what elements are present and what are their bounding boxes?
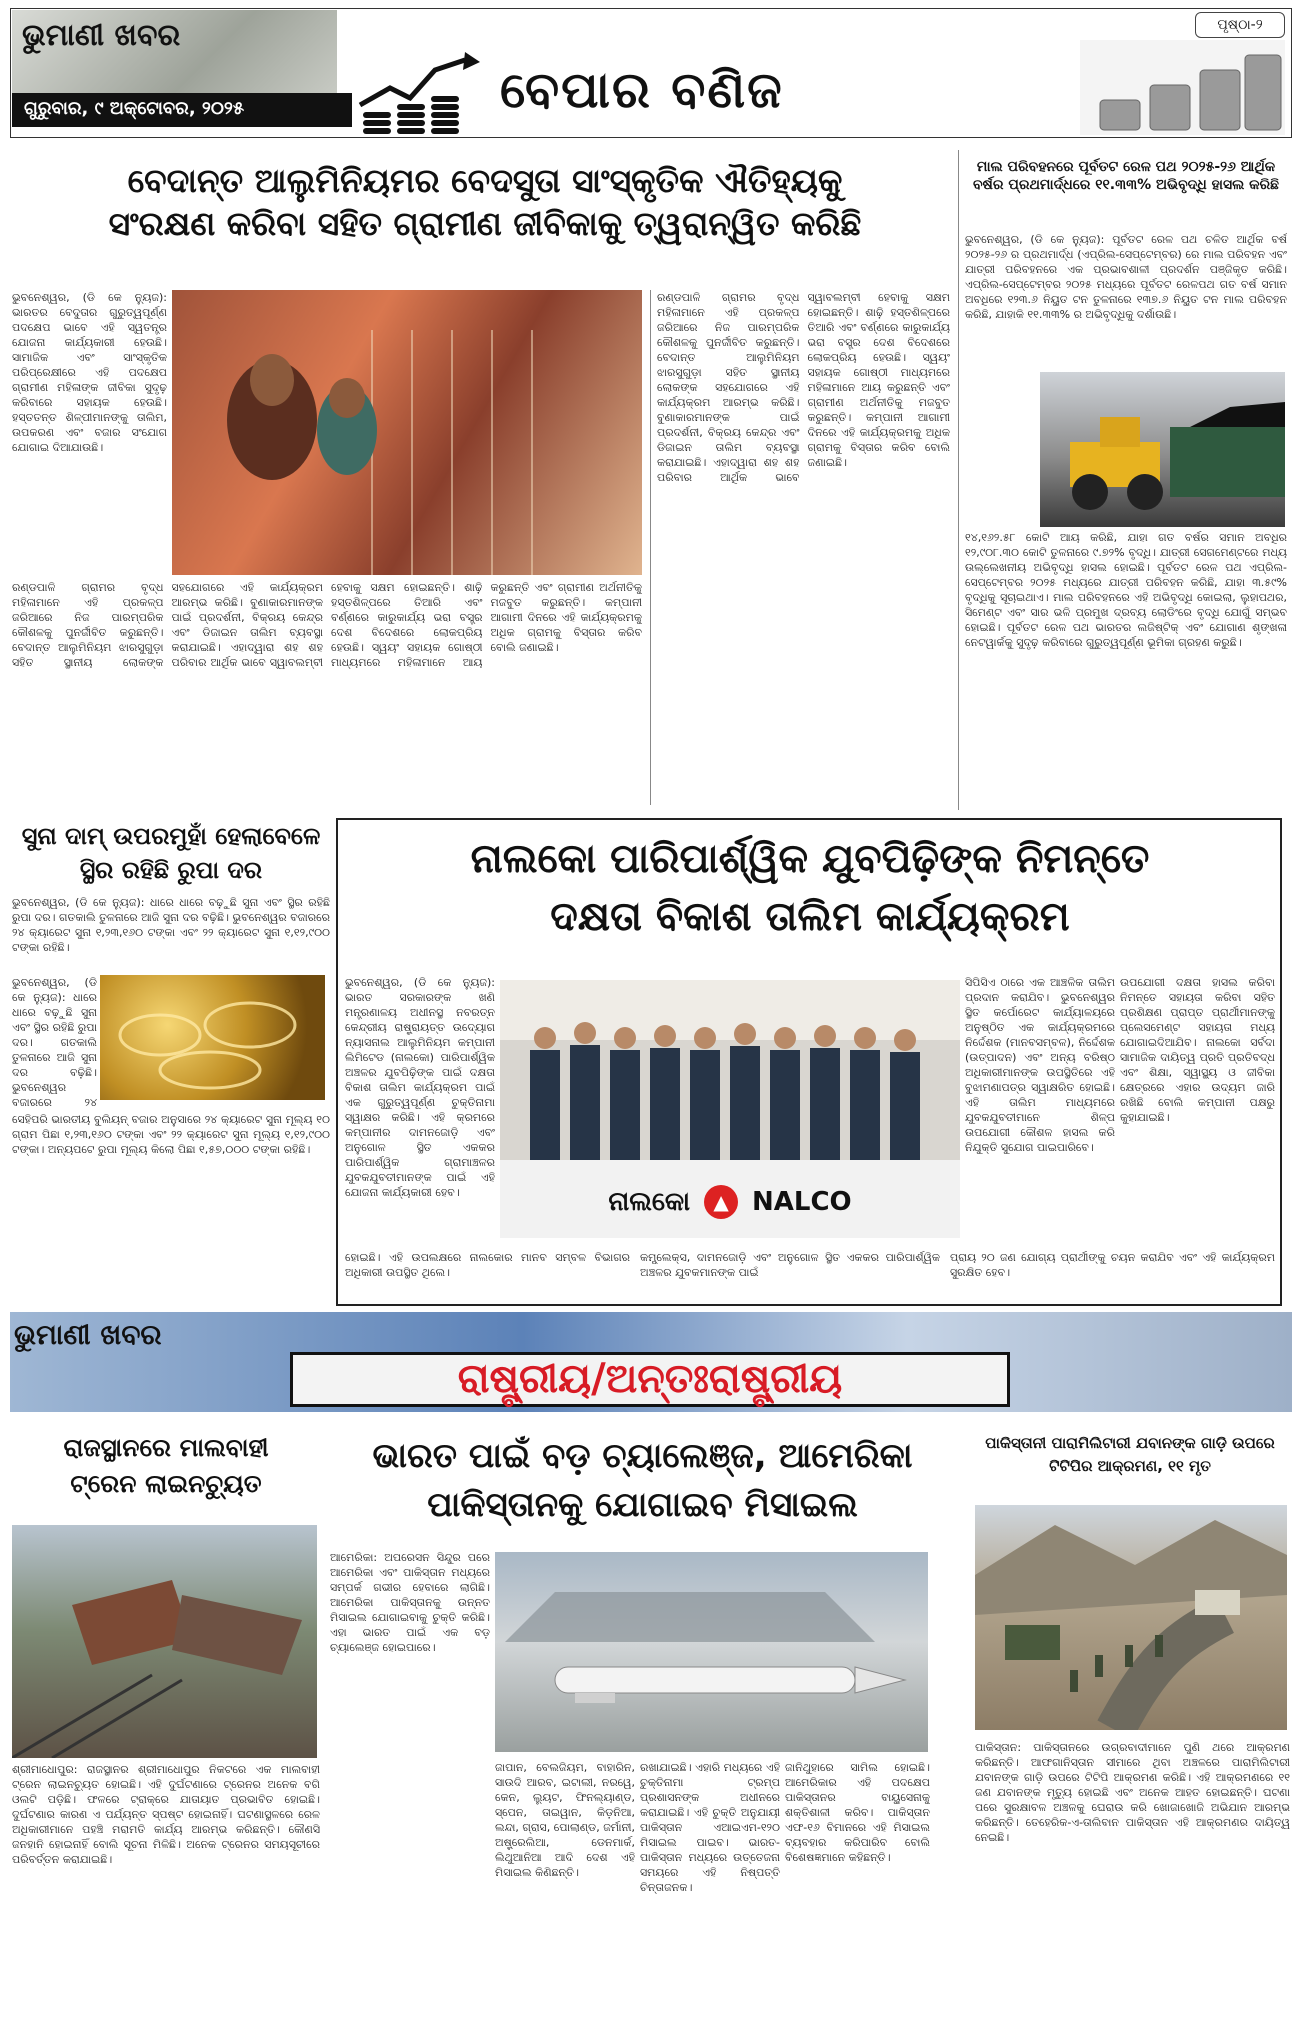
story3-body: ଭୁବନେଶ୍ୱର, (ଡି କେ ନ୍ୟୁଜ): ଧାରେ ଧାରେ ବଢ଼ୁଛି ସୁନା ଏବଂ ସ୍ଥିର ରହିଛି ରୁପା ଦର। ଗତକାଲି ତୁଳନାରେ ଆଜି ସୁନା ଦର ବଢ଼ିଛି। ଭୁବନେଶ୍ୱର ବଜାରରେ ୨୪ କ୍ୟାରେଟ ସୁନା ୧,୨୩,୧୬୦ ଟଙ୍କା ଏବଂ ୨୨ କ୍ୟାରେଟ ସୁନା ୧,୧୨,୯୦୦ ଟଙ୍କା ରହିଛି। bbox=[12, 896, 330, 954]
story5-headline-line1: ରାଜସ୍ଥାନରେ ମାଲବାହୀ bbox=[63, 1433, 269, 1462]
story4-caption1: ହୋଇଛି। ଏହି ଉପଲକ୍ଷରେ ନାଲକୋର ମାନବ ସମ୍ବଳ ବିଭାଗର ଅଧିକାରୀ ଉପସ୍ଥିତ ଥିଲେ। bbox=[345, 1251, 630, 1279]
story7-headline bbox=[970, 1432, 1290, 1479]
story5-derailment-photo bbox=[12, 1525, 317, 1758]
brand-logo bbox=[12, 10, 337, 93]
story4-headline bbox=[345, 830, 1275, 946]
nalco-logo-english: NALCO bbox=[752, 1187, 852, 1217]
page-number: ପୃଷ୍ଠା-୨ bbox=[1195, 12, 1285, 38]
story1-continued: ରଣ୍ଡପାଳି ଗ୍ରାମର ବୃଦ୍ଧ ମହିଳାମାନେ ଏହି ପ୍ରକଳ୍ପ ଜରିଆରେ ନିଜ ପାରମ୍ପରିକ କୌଶଳକୁ ପୁନର୍ଜୀବିତ କରୁଛନ୍ତି। ବେଦାନ୍ତ ଆଲୁମିନିୟମ ଝାରସୁଗୁଡ଼ା ସହିତ ସ୍ଥାନୀୟ ଲୋକଙ୍କ ସହଯୋଗରେ ଏହି କାର୍ଯ୍ୟକ୍ରମ ଆରମ୍ଭ କରିଛି। ବୁଣାକାରମାନଙ୍କ ପାଇଁ ପ୍ରଦର୍ଶନୀ, ବିକ୍ରୟ କେନ୍ଦ୍ର ଏବଂ ଡିଜାଇନ ତାଲିମ ବ୍ୟବସ୍ଥା କରାଯାଇଛି। ଏହାଦ୍ୱାରା ଶହ ଶହ ପରିବାର ଆର୍ଥିକ ଭାବେ ସ୍ୱାବଲମ୍ବୀ ହେବାକୁ ସକ୍ଷମ ହୋଇଛନ୍ତି। ଶାଢ଼ି ହସ୍ତଶିଳ୍ପରେ ତିଆରି ଏବଂ ବର୍ଣ୍ଣରେ କାରୁକାର୍ଯ୍ୟ ଭରା ବସ୍ତ୍ର ଦେଶ ବିଦେଶରେ ଲୋକପ୍ରିୟ ହେଉଛି। ସ୍ୱୟଂ ସହାୟକ ଗୋଷ୍ଠୀ ମାଧ୍ୟମରେ ମହିଳାମାନେ ଆୟ କରୁଛନ୍ତି ଏବଂ ଗ୍ରାମୀଣ ଅର୍ଥନୀତିକୁ ମଜବୁତ କରୁଛନ୍ତି। କମ୍ପାନୀ ଆଗାମୀ ଦିନରେ ଏହି କାର୍ଯ୍ୟକ୍ରମକୁ ଅଧିକ ଗ୍ରାମକୁ ବିସ୍ତାର କରିବ ବୋଲି ଜଣାଇଛି। bbox=[657, 291, 950, 484]
story3-headline-line1: ସୁନା ଦାମ୍ ଉପରମୁହାଁ ହେଲାବେଳେ bbox=[21, 822, 321, 850]
story3-body-side: ଭୁବନେଶ୍ୱର, (ଡି କେ ନ୍ୟୁଜ): ଧାରେ ଧାରେ ବଢ଼ୁଛି ସୁନା ଏବଂ ସ୍ଥିର ରହିଛି ରୁପା ଦର। ଗତକାଲି ତୁଳନାରେ ଆଜି ସୁନା ଦର ବଢ଼ିଛି। ଭୁବନେଶ୍ୱର ବଜାରରେ ୨୪ bbox=[12, 976, 97, 1109]
story6-headline bbox=[330, 1432, 955, 1531]
story1-col-right bbox=[650, 290, 950, 805]
story6-col1: ଆମେରିକା: ଅପରେସନ ସିନ୍ଦୁର ପରେ ଆମେରିକା ଏବଂ ପାକିସ୍ତାନ ମଧ୍ୟରେ ସମ୍ପର୍କ ଗଭୀର ହେବାରେ ଲାଗିଛି। ଆମେରିକା ପାକିସ୍ତାନକୁ ଉନ୍ନତ ମିସାଇଲ ଯୋଗାଇବାକୁ ଚୁକ୍ତି କରିଛି। ଏହା ଭାରତ ପାଇଁ ଏକ ବଡ଼ ଚ୍ୟାଲେଞ୍ଜ ହୋଇପାରେ। bbox=[330, 1551, 490, 1654]
story6-col4: ଜାନିଥୁହାରେ ସାମିଲ ହୋଇଛି। ଆମେରିକାର ଏହି ପଦକ୍ଷେପ ପାକିସ୍ତାନର ବାୟୁସେନାକୁ ଶକ୍ତିଶାଳୀ କରିବ। ପାକିସ୍ତାନ ଏଫ-୧୬ ବିମାନରେ ଏହି ମିସାଇଲ ବ୍ୟବହାର କରିପାରିବ ବୋଲି ବିଶେଷଜ୍ଞମାନେ କହିଛନ୍ତି। bbox=[785, 1761, 930, 1864]
story4-headline-line1: ନାଲକୋ ପାରିପାର୍ଶ୍ୱିକ ଯୁବପିଢ଼ିଙ୍କ ନିମନ୍ତେ bbox=[470, 836, 1150, 882]
story4-col3: ଉପଯୋଗୀ ଦକ୍ଷତା ହାସଲ କରିବା ନିମନ୍ତେ ସହାୟତା କରିବା ସହିତ ପ୍ରଶିକ୍ଷଣ ପ୍ରାପ୍ତ ପ୍ରାର୍ଥୀମାନଙ୍କୁ ପ୍ଲେସମେଣ୍ଟ ସହାୟତା ମଧ୍ୟ ଯୋଗାଇଦିଆଯିବ। ନାଲକୋ ସର୍ବଦା ସାମାଜିକ ଦାୟିତ୍ୱ ପ୍ରତି ପ୍ରତିବଦ୍ଧ ଏବଂ ଶିକ୍ଷା, ସ୍ୱାସ୍ଥ୍ୟ ଓ ଜୀବିକା କ୍ଷେତ୍ରରେ ଏହାର ଉଦ୍ୟମ ଜାରି ରଖିଛି ବୋଲି କମ୍ପାନୀ ପକ୍ଷରୁ କୁହାଯାଇଛି। bbox=[1120, 976, 1275, 1124]
story2-headline: ମାଲ ପରିବହନରେ ପୂର୍ବତଟ ରେଳ ପଥ ୨୦୨୫-୨୬ ଆର୍ଥିକ ବର୍ଷର ପ୍ରଥମାର୍ଦ୍ଧରେ ୧୧.୩୩% ଅଭିବୃଦ୍ଧି ହାସଲ କରିଛି bbox=[973, 159, 1279, 194]
issue-date: ଗୁରୁବାର, ୯ ଅକ୍ଟୋବର, ୨୦୨୫ bbox=[12, 93, 352, 127]
nalco-logo-odia: ନାଲକୋ bbox=[608, 1186, 691, 1217]
story6-missile-photo bbox=[495, 1552, 928, 1752]
story5-headline-line2: ଟ୍ରେନ ଲାଇନଚ୍ୟୁତ bbox=[70, 1469, 262, 1499]
story5-headline bbox=[12, 1430, 320, 1503]
story6-col3: ରଖାଯାଇଛି। ଏହାରି ମଧ୍ୟରେ ଏହି ଚୁକ୍ତିନାମା ଟ୍ରମ୍ପ ପ୍ରଶାସନଙ୍କ ଅଧୀନରେ କରାଯାଇଛି। ଏହି ଚୁକ୍ତି ଅନୁଯାୟୀ ପାକିସ୍ତାନ ଏଆଇଏମ-୧୨୦ ମିସାଇଲ ପାଇବ। ଭାରତ-ପାକିସ୍ତାନ ମଧ୍ୟରେ ଉତ୍ତେଜନା ସମୟରେ ଏହି ନିଷ୍ପତ୍ତି ଚିନ୍ତାଜନକ। bbox=[640, 1761, 780, 1894]
story3-body-more: ସେହିପରି ଭାରତୀୟ ବୁଲିୟନ୍ ବଜାର ଅନୁସାରେ ୨୪ କ୍ୟାରେଟ ସୁନା ମୂଲ୍ୟ ୧୦ ଗ୍ରାମ ପିଛା ୧,୨୩,୧୬୦ ଟଙ୍କା ଏବଂ ୨୨ କ୍ୟାରେଟ ସୁନା ମୂଲ୍ୟ ୧,୧୨,୯୦୦ ଟଙ୍କା। ଅନ୍ୟପଟେ ରୁପା ମୂଲ୍ୟ କିଲୋ ପିଛା ୧,୫୭,୦୦୦ ଟଙ୍କା ରହିଛି। bbox=[12, 1113, 330, 1156]
story6-col2: ଜାପାନ, ବେଲଜିୟମ, ବାହାରିନ, ସାଉଦି ଆରବ, ଇଟାଲୀ, ନରୱେ, କେନ, ଲ୍ୟୁଟ, ଫିନଲ୍ୟାଣ୍ଡ, ସ୍ପେନ, ତାଇୱାନ, କିଡ଼ନିଆ, ଲନ୍ଦା, ଗ୍ରାସ, ପୋଲାଣ୍ଡ, ଜର୍ମାନୀ, ଅଷ୍ଟ୍ରେଲିଆ, ଡେନମାର୍କ, ଲିଥୁଆନିଆ ଆଦି ଦେଶ ଏହି ମିସାଇଲ କିଣିଛନ୍ତି। bbox=[495, 1761, 635, 1879]
story4-col2: ସିପିସିଏ ଠାରେ ଏକ ଆଞ୍ଚଳିକ ତାଲିମ ପ୍ରଦାନ କରାଯିବ। ଭୁବନେଶ୍ୱର ସ୍ଥିତ କର୍ପୋରେଟ କାର୍ଯ୍ୟାଳୟରେ ଅନୁଷ୍ଠିତ ଏକ କାର୍ଯ୍ୟକ୍ରମରେ ନିର୍ଦ୍ଦେଶକ (ମାନବସମ୍ବଳ), ନିର୍ଦ୍ଦେଶକ (ଉତ୍ପାଦନ) ଏବଂ ଅନ୍ୟ ବରିଷ୍ଠ ଅଧିକାରୀମାନଙ୍କ ଉପସ୍ଥିତିରେ ଏହି ବୁଝାମଣାପତ୍ର ସ୍ୱାକ୍ଷରିତ ହୋଇଛି। ଏହି ତାଲିମ ମାଧ୍ୟମରେ ଯୁବକଯୁବତୀମାନେ ଶିଳ୍ପ ଉପଯୋଗୀ କୌଶଳ ହାସଲ କରି ନିଯୁକ୍ତି ସୁଯୋଗ ପାଇପାରିବେ। bbox=[965, 976, 1115, 1154]
story4-caption3: ପ୍ରାୟ ୨୦ ଜଣ ଯୋଗ୍ୟ ପ୍ରାର୍ଥୀଙ୍କୁ ଚୟନ କରାଯିବ ଏବଂ ଏହି କାର୍ଯ୍ୟକ୍ରମ ସୁରକ୍ଷିତ ହେବ। bbox=[950, 1251, 1275, 1279]
story1-headline bbox=[20, 160, 950, 246]
story3-headline-line2: ସ୍ଥିର ରହିଛି ରୁପା ଦର bbox=[79, 855, 263, 884]
story1-body: ରଣ୍ଡପାଳି ଗ୍ରାମର ବୃଦ୍ଧ ମହିଳାମାନେ ଏହି ପ୍ରକଳ୍ପ ଜରିଆରେ ନିଜ ପାରମ୍ପରିକ କୌଶଳକୁ ପୁନର୍ଜୀବିତ କରୁଛନ୍ତି। ବେଦାନ୍ତ ଆଲୁମିନିୟମ ଝାରସୁଗୁଡ଼ା ସହିତ ସ୍ଥାନୀୟ ଲୋକଙ୍କ ସହଯୋଗରେ ଏହି କାର୍ଯ୍ୟକ୍ରମ ଆରମ୍ଭ କରିଛି। ବୁଣାକାରମାନଙ୍କ ପାଇଁ ପ୍ରଦର୍ଶନୀ, ବିକ୍ରୟ କେନ୍ଦ୍ର ଏବଂ ଡିଜାଇନ ତାଲିମ ବ୍ୟବସ୍ଥା କରାଯାଇଛି। ଏହାଦ୍ୱାରା ଶହ ଶହ ପରିବାର ଆର୍ଥିକ ଭାବେ ସ୍ୱାବଲମ୍ବୀ ହେବାକୁ ସକ୍ଷମ ହୋଇଛନ୍ତି। ଶାଢ଼ି ହସ୍ତଶିଳ୍ପରେ ତିଆରି ଏବଂ ବର୍ଣ୍ଣରେ କାରୁକାର୍ଯ୍ୟ ଭରା ବସ୍ତ୍ର ଦେଶ ବିଦେଶରେ ଲୋକପ୍ରିୟ ହେଉଛି। ସ୍ୱୟଂ ସହାୟକ ଗୋଷ୍ଠୀ ମାଧ୍ୟମରେ ମହିଳାମାନେ ଆୟ କରୁଛନ୍ତି ଏବଂ ଗ୍ରାମୀଣ ଅର୍ଥନୀତିକୁ ମଜବୁତ କରୁଛନ୍ତି। କମ୍ପାନୀ ଆଗାମୀ ଦିନରେ ଏହି କାର୍ଯ୍ୟକ୍ରମକୁ ଅଧିକ ଗ୍ରାମକୁ ବିସ୍ତାର କରିବ ବୋଲି ଜଣାଇଛି। bbox=[12, 581, 642, 669]
story7-convoy-photo bbox=[975, 1505, 1287, 1730]
story5-body: ଶ୍ରୀମାଧୋପୁର: ରାଜସ୍ଥାନର ଶ୍ରୀମାଧୋପୁର ନିକଟରେ ଏକ ମାଲବାହୀ ଟ୍ରେନ ଲାଇନଚ୍ୟୁତ ହୋଇଛି। ଏହି ଦୁର୍ଘଟଣାରେ ଟ୍ରେନର ଅନେକ ବଗି ଓଲଟି ପଡ଼ିଛି। ଫଳରେ ଟ୍ରାକ୍‌ରେ ଯାତାୟାତ ପ୍ରଭାବିତ ହୋଇଛି। ଦୁର୍ଘଟଣାର କାରଣ ଏ ପର୍ଯ୍ୟନ୍ତ ସ୍ପଷ୍ଟ ହୋଇନାହିଁ। ଘଟଣାସ୍ଥଳରେ ରେଳ ଅଧିକାରୀମାନେ ପହଞ୍ଚି ମରାମତି କାର୍ଯ୍ୟ ଆରମ୍ଭ କରିଛନ୍ତି। କୌଣସି ଜନହାନି ହୋଇନାହିଁ ବୋଲି ସୂଚନା ମିଳିଛି। ଅନେକ ଟ୍ରେନର ସମୟସୂଚୀରେ ପରିବର୍ତ୍ତନ କରାଯାଇଛି। bbox=[12, 1763, 320, 1866]
story1-headline-line1: ବେଦାନ୍ତ ଆଲୁମିନିୟମର ବେଦସୁତା ସାଂସ୍କୃତିକ ଐତିହ୍ୟକୁ bbox=[127, 161, 843, 200]
story1-headline-line2: ସଂରକ୍ଷଣ କରିବା ସହିତ ଗ୍ରାମୀଣ ଜୀବିକାକୁ ତ୍ୱରାନ୍ୱିତ କରିଛି bbox=[108, 203, 862, 243]
story4-mou-photo bbox=[500, 980, 960, 1238]
story4-col1: ଭୁବନେଶ୍ୱର, (ଡି କେ ନ୍ୟୁଜ): ଭାରତ ସରକାରଙ୍କ ଖଣି ମନ୍ତ୍ରଣାଳୟ ଅଧୀନସ୍ଥ ନବରତ୍ନ କେନ୍ଦ୍ରୀୟ ରାଷ୍ଟ୍ରାୟତ୍ତ ଉଦ୍ୟୋଗ ନ୍ୟାସନାଲ ଆଲୁମିନିୟମ କମ୍ପାନୀ ଲିମିଟେଡ (ନାଲକୋ) ପାରିପାର୍ଶ୍ୱିକ ଅଞ୍ଚଳର ଯୁବପିଢ଼ିଙ୍କ ପାଇଁ ଦକ୍ଷତା ବିକାଶ ତାଲିମ କାର୍ଯ୍ୟକ୍ରମ ପାଇଁ ଏକ ଗୁରୁତ୍ୱପୂର୍ଣ୍ଣ ଚୁକ୍ତିନାମା ସ୍ୱାକ୍ଷର କରିଛି। ଏହି କ୍ରମରେ କମ୍ପାନୀର ଦାମନଜୋଡ଼ି ଏବଂ ଅନୁଗୋଳ ସ୍ଥିତ ଏକକର ପାରିପାର୍ଶ୍ୱିକ ଗ୍ରାମାଞ୍ଚଳର ଯୁବକଯୁବତୀମାନଙ୍କ ପାଇଁ ଏହି ଯୋଜନା କାର୍ଯ୍ୟକାରୀ ହେବ। bbox=[345, 976, 495, 1199]
story3-gold-jewelry-photo bbox=[100, 975, 325, 1100]
story7-headline-line2: ଟିଟିପିର ଆକ୍ରମଣ, ୧୧ ମୃତ bbox=[1049, 1457, 1211, 1476]
banner-brand: ଭୁମାଣୀ ଖବର bbox=[14, 1318, 162, 1351]
brand-name: ଭୁମାଣୀ ଖବର bbox=[22, 18, 181, 53]
story2-loader-photo bbox=[1040, 372, 1285, 527]
story2-body-continued: ୧୪,୧୬୨.୫୮ କୋଟି ଆୟ କରିଛି, ଯାହା ଗତ ବର୍ଷର ସମାନ ଅବଧିର ୧୨,୯୦୮.୩୦ କୋଟି ତୁଳନାରେ ୯.୭୨% ବୃଦ୍ଧି। ଯାତ୍ରୀ ସେଗମେଣ୍ଟରେ ମଧ୍ୟ ଉଲ୍ଲେଖନୀୟ ଅଭିବୃଦ୍ଧି ହାସଲ ହୋଇଛି। ପୂର୍ବତଟ ରେଳ ପଥ ଏପ୍ରିଲ-ସେପ୍ଟେମ୍ବର ୨୦୨୫ ମଧ୍ୟରେ ଯାତ୍ରୀ ପରିବହନ କରିଛି, ଯାହା ୩.୫୯% ବୃଦ୍ଧିକୁ ସୂଚାଇଥାଏ। ମାଲ ପରିବହନରେ ଏହି ଅଭିବୃଦ୍ଧି କୋଇଲା, ଲୁହାପଥର, ସିମେଣ୍ଟ ଏବଂ ସାର ଭଳି ପ୍ରମୁଖ ଦ୍ରବ୍ୟ ଲୋଡିଂରେ ବୃଦ୍ଧି ଯୋଗୁଁ ସମ୍ଭବ ହୋଇଛି। ପୂର୍ବତଟ ରେଳ ପଥ ଭାରତର ଲଜିଷ୍ଟିକ୍ ଏବଂ ଯୋଗାଣ ଶୃଙ୍ଖଳା ନେଟୱାର୍କକୁ ସୁଦୃଢ଼ କରିବାରେ ଗୁରୁତ୍ୱପୂର୍ଣ୍ଣ ଭୂମିକା ଗ୍ରହଣ କରୁଛି। bbox=[965, 531, 1287, 649]
story4-headline-line2: ଦକ୍ଷତା ବିକାଶ ତାଲିମ କାର୍ଯ୍ୟକ୍ରମ bbox=[550, 894, 1070, 940]
story1-lead: ଭୁବନେଶ୍ୱର, (ଡି କେ ନ୍ୟୁଜ): ଭାରତର ବେଦୁତାର ଗୁରୁତ୍ୱପୂର୍ଣ୍ଣ ପଦକ୍ଷେପ ଭାବେ ଏହି ସ୍ୱତନ୍ତ୍ର ଯୋଜନା କାର୍ଯ୍ୟକାରୀ ହେଉଛି। ସାମାଜିକ ଏବଂ ସାଂସ୍କୃତିକ ପରିପ୍ରେକ୍ଷୀରେ ଏହି ପଦକ୍ଷେପ ଗ୍ରାମୀଣ ମହିଳାଙ୍କ ଜୀବିକା ସୁଦୃଢ଼ କରିବାରେ ସହାୟକ ହେଉଛି। ହସ୍ତତନ୍ତ ଶିଳ୍ପୀମାନଙ୍କୁ ତାଲିମ, ଉପକରଣ ଏବଂ ବଜାର ସଂଯୋଗ ଯୋଗାଇ ଦିଆଯାଉଛି। bbox=[12, 291, 167, 454]
story3-headline bbox=[12, 820, 330, 887]
banner-title: ରାଷ୍ଟ୍ରୀୟ/ଅନ୍ତଃରାଷ୍ଟ୍ରୀୟ bbox=[290, 1352, 1010, 1407]
story7-body: ପାକିସ୍ତାନ: ପାକିସ୍ତାନରେ ଉଗ୍ରବାଦୀମାନେ ପୁଣି ଥରେ ଆକ୍ରମଣ କରିଛନ୍ତି। ଆଫଗାନିସ୍ତାନ ସୀମାରେ ଥିବା ଅଞ୍ଚଳରେ ପାରାମିଲିଟାରୀ ଯବାନଙ୍କ ଗାଡ଼ି ଉପରେ ଟିଟିପି ଆକ୍ରମଣ କରିଛି। ଏହି ଆକ୍ରମଣରେ ୧୧ ଜଣ ଯବାନଙ୍କ ମୃତ୍ୟୁ ହୋଇଛି ଏବଂ ଅନେକ ଆହତ ହୋଇଛନ୍ତି। ଘଟଣା ପରେ ସୁରକ୍ଷାବଳ ଅଞ୍ଚଳକୁ ଘେରାଉ କରି ଖୋଜାଖୋଜି ଅଭିଯାନ ଆରମ୍ଭ କରିଛନ୍ତି। ତେହେରିକ-ଏ-ତାଲିବାନ ପାକିସ୍ତାନ ଏହି ଆକ୍ରମଣର ଦାୟିତ୍ୱ ନେଇଛି। bbox=[975, 1741, 1290, 1844]
story4-caption2: କମ୍ପ୍ଲେକ୍ସ, ଦାମନଜୋଡ଼ି ଏବଂ ଅନୁଗୋଳ ସ୍ଥିତ ଏକକର ପାରିପାର୍ଶ୍ୱିକ ଅଞ୍ଚଳର ଯୁବକମାନଙ୍କ ପାଇଁ bbox=[640, 1251, 940, 1279]
story2-body: ଭୁବନେଶ୍ୱର, (ଡି କେ ନ୍ୟୁଜ): ପୂର୍ବତଟ ରେଳ ପଥ ଚଳିତ ଆର୍ଥିକ ବର୍ଷ ୨୦୨୫-୨୬ ର ପ୍ରଥମାର୍ଦ୍ଧ (ଏପ୍ରିଲ-ସେପ୍ଟେମ୍ବର) ରେ ମାଲ ପରିବହନ ଏବଂ ଯାତ୍ରୀ ପରିବହନରେ ଏକ ପ୍ରଭାବଶାଳୀ ପ୍ରଦର୍ଶନ ପଞ୍ଜିକୃତ କରିଛି। ଏପ୍ରିଲ-ସେପ୍ଟେମ୍ବର ୨୦୨୫ ମଧ୍ୟରେ ପୂର୍ବତଟ ରେଳପଥ ଗତ ବର୍ଷ ସମାନ ଅବଧିରେ ୧୨୩.୬ ନିୟୁତ ଟନ ତୁଳନାରେ ୧୩୭.୬ ନିୟୁତ ଟନ ମାଲ ପରିବହନ କରିଛି, ଯାହାକି ୧୧.୩୩% ର ଅଭିବୃଦ୍ଧିକୁ ଦର୍ଶାଉଛି। bbox=[965, 233, 1287, 321]
story6-headline-line1: ଭାରତ ପାଇଁ ବଡ଼ ଚ୍ୟାଲେଞ୍ଜ, ଆମେରିକା bbox=[372, 1436, 913, 1476]
story6-headline-line2: ପାକିସ୍ତାନକୁ ଯୋଗାଇବ ମିସାଇଲ bbox=[427, 1485, 858, 1526]
section-title: ବେପାର ବଣିଜ bbox=[500, 60, 784, 119]
story7-headline-line1: ପାକିସ୍ତାନୀ ପାରାମିଲିଟାରୀ ଯବାନଙ୍କ ଗାଡ଼ି ଉପରେ bbox=[985, 1434, 1275, 1452]
chart-coins-icon bbox=[355, 50, 490, 135]
nalco-logo-icon: ▲ bbox=[704, 1185, 738, 1219]
nalco-logo-strip bbox=[540, 1176, 920, 1228]
coin-stack-image bbox=[1080, 40, 1285, 135]
story1-weaving-photo bbox=[172, 290, 642, 575]
